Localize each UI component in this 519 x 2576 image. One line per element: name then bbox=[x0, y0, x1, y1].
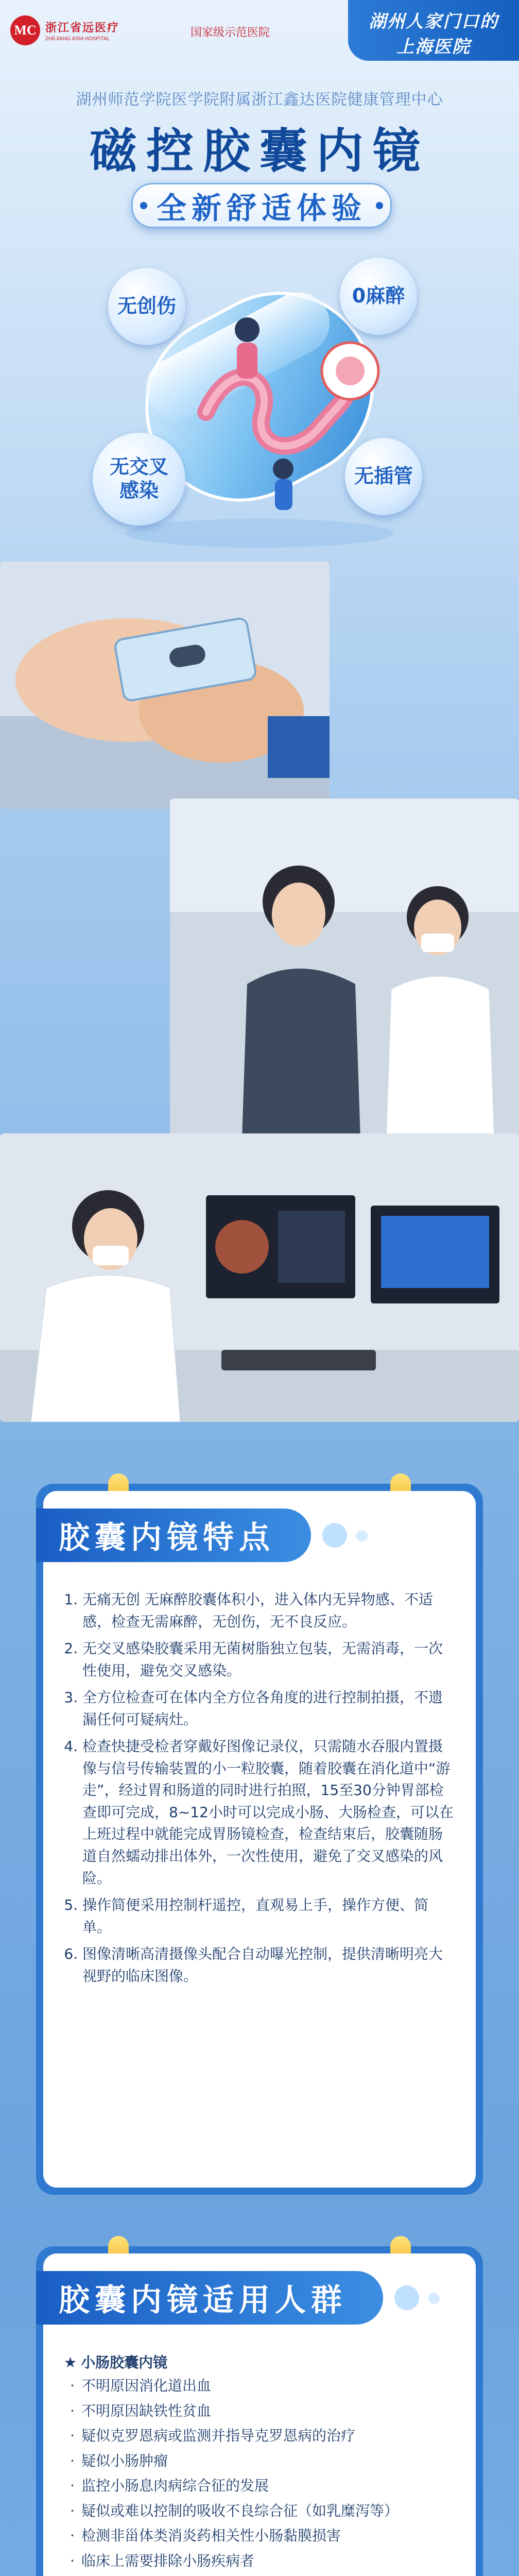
doctor-patient-image bbox=[170, 799, 519, 1139]
dot-icon bbox=[376, 202, 383, 209]
feature-item: 2. 无交叉感染胶囊采用无菌树脂独立包装，无需消毒，一次性使用，避免交叉感染。 bbox=[82, 1638, 455, 1682]
badge-no-intubation-text: 无插管 bbox=[354, 465, 413, 488]
suitable-list bbox=[64, 2351, 455, 2576]
feature-item: 5. 操作简便采用控制杆遥控，直观易上手，操作方便、简单。 bbox=[82, 1894, 455, 1938]
list-item: · 疑似或难以控制的吸收不良综合征（如乳糜泻等） bbox=[64, 2500, 455, 2522]
list-item: · 临床上需要排除小肠疾病者 bbox=[64, 2550, 455, 2572]
list-item: · 监控小肠息肉病综合征的发展 bbox=[64, 2475, 455, 2497]
list-item: · 疑似小肠肿瘤 bbox=[64, 2450, 455, 2472]
features-title bbox=[36, 1509, 311, 1562]
corner-banner bbox=[348, 0, 519, 61]
features-card bbox=[36, 1484, 483, 2195]
suitable-title bbox=[36, 2271, 383, 2325]
capsule-illustration bbox=[77, 242, 442, 556]
hospital-logo bbox=[10, 15, 119, 45]
badge-no-wound bbox=[108, 268, 185, 345]
features-card-body bbox=[43, 1491, 476, 2188]
feature-item: 3. 全方位检查可在体内全方位各角度的进行控制拍摄，不遗漏任何可疑病灶。 bbox=[82, 1687, 455, 1731]
badge-no-anesthesia bbox=[340, 258, 417, 335]
badge-no-anesthesia-text: 0麻醉 bbox=[352, 284, 405, 308]
feature-item: 6. 图像清晰高清摄像头配合自动曝光控制，提供清晰明亮大视野的临床图像。 bbox=[82, 1943, 455, 1987]
doctor-at-monitor-image bbox=[0, 1133, 519, 1422]
badge-no-infection-text: 无交叉 感染 bbox=[109, 455, 168, 502]
circle-decoration bbox=[428, 2293, 440, 2304]
hand-holding-capsule-image bbox=[0, 562, 330, 809]
logo-chinese-name: 浙江省远医疗 bbox=[45, 21, 120, 35]
features-list bbox=[64, 1589, 455, 1992]
tagline-pill bbox=[131, 183, 392, 228]
suitable-title-text: 胶囊内镜适用人群 bbox=[59, 2282, 347, 2318]
feature-item: 1. 无痛无创 无麻醉胶囊体积小，进入体内无异物感、不适感，检查无需麻醉，无创伤，无不良反应。 bbox=[82, 1589, 455, 1633]
circle-decoration bbox=[322, 1523, 347, 1548]
logo-mark: MC bbox=[10, 15, 40, 45]
suitable-card-body bbox=[43, 2253, 476, 2576]
corner-line-1: 湖州人家门口的 bbox=[369, 11, 498, 32]
logo-subtitle: 国家级示范医院 bbox=[191, 26, 270, 39]
suitable-card bbox=[36, 2246, 483, 2576]
list-item: · 不明原因缺铁性贫血 bbox=[64, 2400, 455, 2422]
list-item: · 疑似克罗恩病或监测并指导克罗恩病的治疗 bbox=[64, 2425, 455, 2447]
operating-room-photo bbox=[0, 1133, 519, 1422]
capsule-in-hand-photo bbox=[0, 562, 330, 809]
circle-decoration bbox=[356, 1530, 368, 1541]
circle-decoration bbox=[394, 2285, 419, 2310]
badge-no-infection bbox=[93, 433, 185, 526]
badge-no-intubation bbox=[345, 438, 422, 515]
features-title-text: 胶囊内镜特点 bbox=[59, 1520, 275, 1556]
dot-icon bbox=[140, 202, 147, 209]
logo-text bbox=[45, 19, 119, 42]
group-small-intestine-title: ★ 小肠胶囊内镜 bbox=[64, 2351, 455, 2372]
tagline-text: 全新舒适体验 bbox=[156, 191, 367, 226]
list-item: · 不明原因消化道出血 bbox=[64, 2375, 455, 2397]
list-item: · 检测非甾体类消炎药相关性小肠黏膜损害 bbox=[64, 2525, 455, 2547]
feature-item: 4. 检查快捷受检者穿戴好图像记录仪，只需随水吞服内置摄像与信号传输装置的小一粒胶囊，随着胶囊在消化道中“游走”，经过胃和肠道的同时进行拍照，15至30分钟胃部检查即可完成，8~12小时可以完成小肠、大肠检查，可以在上班过程中就能完成胃肠镜检查，检查结束后，胶囊随肠道自然蠕动排出体外，一次性使用，避免了交叉感染的风险。 bbox=[82, 1736, 455, 1889]
page-title: 磁控胶囊内镜 bbox=[89, 124, 429, 179]
hospital-department-line: 湖州师范学院医学院附属浙江鑫达医院健康管理中心 bbox=[76, 91, 443, 109]
consultation-photo bbox=[170, 799, 519, 1139]
badge-no-wound-text: 无创伤 bbox=[117, 295, 176, 318]
corner-line-2: 上海医院 bbox=[396, 37, 471, 57]
logo-english-name: ZHEJIANG ASIA HOSPITAL bbox=[45, 36, 110, 42]
